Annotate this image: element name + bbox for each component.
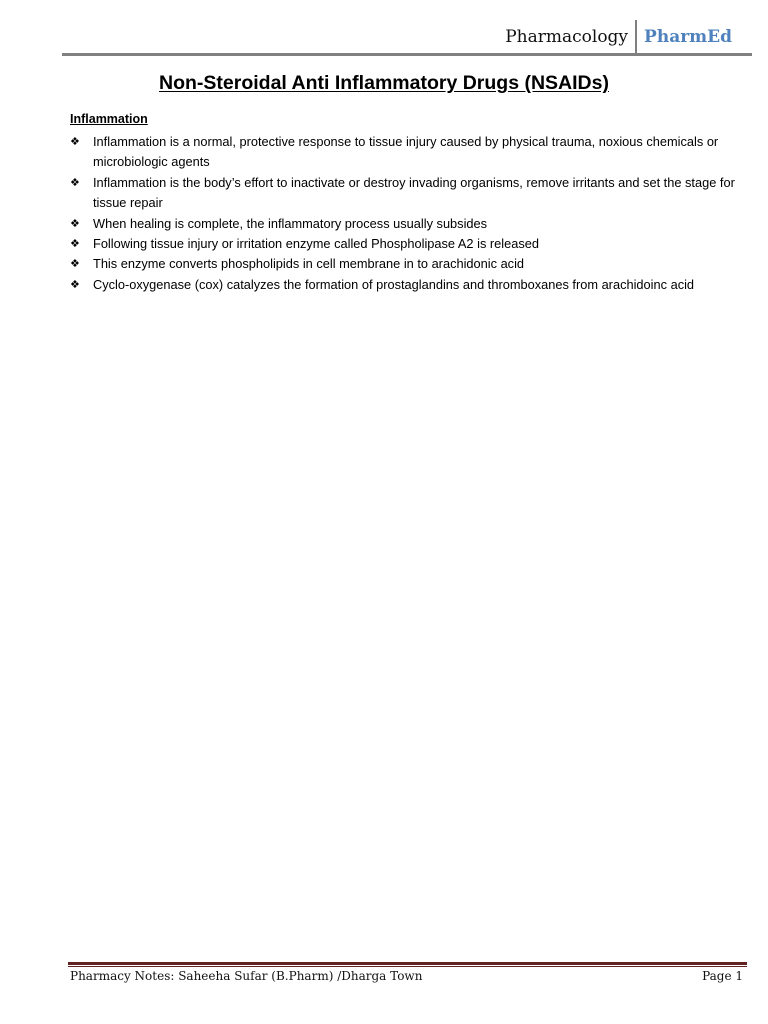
list-item xyxy=(70,275,740,295)
page-number: Page 1 xyxy=(702,969,743,983)
diamond-bullet-icon: ❖ xyxy=(70,216,80,230)
header-subject: Pharmacology xyxy=(505,27,629,47)
page-header xyxy=(505,20,732,54)
bullet-text: Inflammation is the body’s effort to inactivate or destroy invading organisms, remove irritants and set the stage for tissue repair xyxy=(93,174,735,211)
diamond-bullet-icon: ❖ xyxy=(70,257,80,271)
header-rule xyxy=(62,53,752,56)
list-item xyxy=(70,214,740,234)
bullet-text: Following tissue injury or irritation enzyme called Phospholipase A2 is released xyxy=(93,236,539,252)
bullet-text: Cyclo-oxygenase (cox) catalyzes the formation of prostaglandins and thromboxanes from arachidoinc acid xyxy=(93,276,695,292)
footer-rule xyxy=(68,962,747,965)
bullet-text: This enzyme converts phospholipids in cell membrane in to arachidonic acid xyxy=(93,256,525,272)
footer-author: Pharmacy Notes: Saheeha Sufar (B.Pharm) /Dharga Town xyxy=(70,969,423,983)
list-item xyxy=(70,234,740,254)
diamond-bullet-icon: ❖ xyxy=(70,135,80,148)
document-title: Non-Steroidal Anti Inflammatory Drugs (NSAIDs) xyxy=(159,72,609,94)
list-item xyxy=(70,132,740,173)
list-item xyxy=(70,173,740,214)
bullet-list xyxy=(70,132,740,295)
section-heading: Inflammation xyxy=(70,112,148,126)
bullet-text: When healing is complete, the inflammatory process usually subsides xyxy=(93,215,488,231)
bullet-text: Inflammation is a normal, protective response to tissue injury caused by physical trauma, noxious chemicals or microbiologic agents xyxy=(93,134,719,170)
list-item xyxy=(70,254,740,274)
header-brand: PharmEd xyxy=(644,27,732,47)
diamond-bullet-icon: ❖ xyxy=(70,277,80,291)
diamond-bullet-icon: ❖ xyxy=(70,175,80,189)
diamond-bullet-icon: ❖ xyxy=(70,237,80,251)
footer-rule-thin xyxy=(68,966,747,967)
